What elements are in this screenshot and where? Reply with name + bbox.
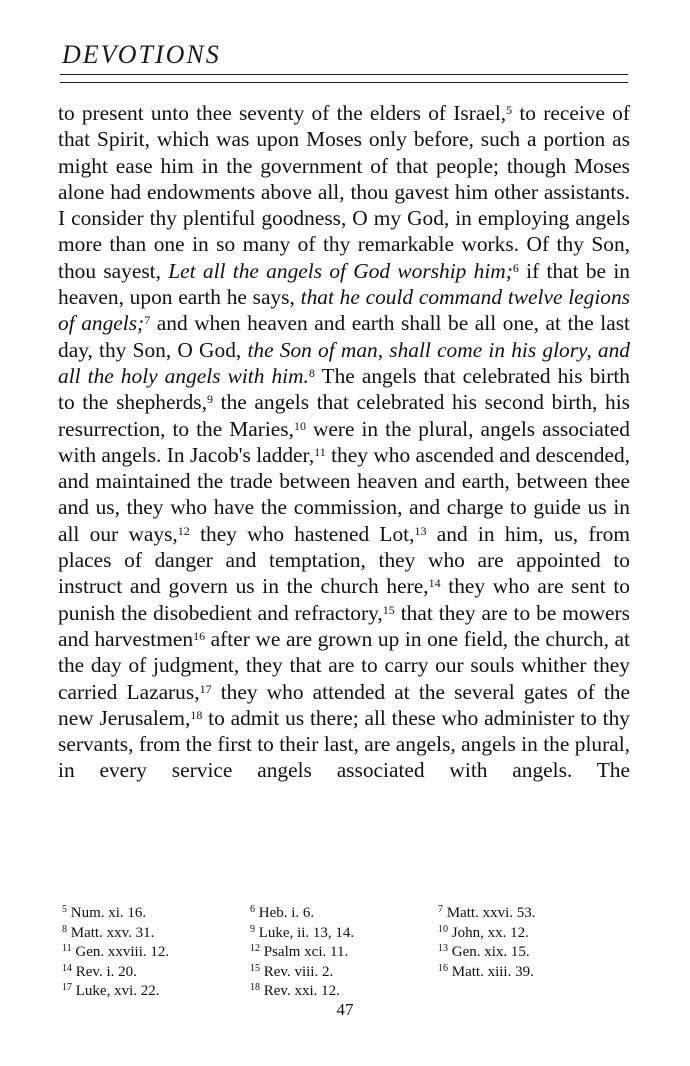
page-number: 47 (336, 1000, 354, 1019)
footnote: $^{17}$ Luke, xvi. 22. (62, 982, 160, 999)
footnote: $^8$ Matt. xxv. 31. (62, 923, 155, 941)
paragraph (58, 100, 630, 784)
footnote-row (62, 943, 536, 963)
footnote-row (62, 904, 536, 924)
footnote-row (62, 963, 536, 983)
footnote-marker: 6 (512, 260, 519, 275)
footnote-marker: 7 (144, 313, 151, 328)
footnote: $^{16}$ Matt. xiii. 39. (438, 962, 534, 980)
footnote-marker: 16 (193, 628, 206, 643)
footnote-marker: 9 (206, 392, 213, 407)
header-rule-bottom (60, 82, 628, 83)
footnote: $^5$ Num. xi. 16. (62, 904, 147, 921)
footnote-marker: 11 (314, 444, 326, 459)
running-title: DEVOTIONS (62, 40, 221, 69)
footnote-marker: 10 (293, 418, 306, 433)
text-run: they who are sent to punish the disobedient and refractory, (58, 574, 630, 625)
text-run: they who hastened Lot, (189, 521, 415, 546)
text-run: and in him, us, from places of danger and temptation, they who are appointed to instruct and govern us in the church here, (58, 521, 630, 599)
text-run: to receive of that Spirit, which was upon Moses only before, such a portion as might ease him in the government of that people; though Moses alone had endowments above all, thou gavest him other assistants. I consider thy plentiful goodness, O my God, in employing angels more than one in so many of thy remarkable works. Of thy Son, thou sayest, (58, 101, 630, 283)
footnotes (62, 904, 622, 1002)
text-run: were in the plural, angels associated with angels. In Jacob's ladder, (58, 416, 630, 467)
footnote-row (62, 924, 536, 944)
text-run: that they are to be mowers and harvestmen (58, 600, 631, 651)
footnote-marker: 8 (308, 365, 315, 380)
footnote: $^{15}$ Rev. viii. 2. (250, 962, 334, 980)
footnote: $^9$ Luke, ii. 13, 14. (250, 923, 355, 941)
text-run: to present unto thee seventy of the elders of Israel, (58, 101, 507, 125)
italic-quote: Let all the angels of God worship him; (168, 258, 513, 283)
text-run: they who ascended and descended, and maintained the trade between heaven and earth, between thee and us, they who have the commission, and charge to guide us in all our ways, (58, 442, 630, 546)
footnote: $^{11}$ Gen. xxviii. 12. (62, 943, 170, 960)
footnote: $^{18}$ Rev. xxi. 12. (250, 982, 340, 999)
text-run: to admit us there; all these who administer to thy servants, from the first to their last, are angels, angels in the plural, in every service angels associated with angels. The (58, 705, 630, 783)
footnote: $^6$ Heb. i. 6. (250, 904, 315, 921)
text-run: and when heaven and earth shall be all one, at the last day, thy Son, O God, (58, 311, 630, 362)
footnote-row (62, 982, 536, 1002)
footnote-empty (438, 982, 536, 1002)
footnote: $^{12}$ Psalm xci. 11. (250, 943, 349, 960)
footnote: $^7$ Matt. xxvi. 53. (438, 904, 536, 921)
text-run: if that be in heaven, upon earth he says, (58, 258, 630, 310)
footnote-marker: 13 (414, 523, 427, 538)
italic-quote: that he could command twelve legions of angels; (58, 285, 631, 336)
text-run: after we are grown up in one field, the church, at the day of judgment, they that are to carry our souls whither they carried Lazarus, (58, 626, 630, 704)
footnote-marker: 15 (382, 602, 395, 617)
footnote-marker: 18 (190, 707, 203, 722)
text-run: they who attended at the several gates of the new Jerusalem, (58, 679, 630, 730)
footnote-table (62, 904, 536, 1002)
footnote: $^{10}$ John, xx. 12. (438, 923, 529, 941)
footnote-marker: 5 (506, 103, 513, 117)
footnote-marker: 14 (428, 576, 441, 591)
text-run: the angels that celebrated his second birth, his resurrection, to the Maries, (58, 390, 630, 441)
body-text (58, 100, 630, 784)
footnote-marker: 12 (177, 523, 190, 538)
text-run: The angels that celebrated his birth to the shepherds, (58, 363, 630, 415)
italic-quote: the Son of man, shall come in his glory, and all the holy angels with him. (58, 337, 630, 388)
footnote: $^{14}$ Rev. i. 20. (62, 962, 137, 980)
header-rule-top (60, 74, 628, 75)
footnote: $^{13}$ Gen. xix. 15. (438, 943, 530, 960)
footnote-marker: 17 (199, 681, 212, 696)
